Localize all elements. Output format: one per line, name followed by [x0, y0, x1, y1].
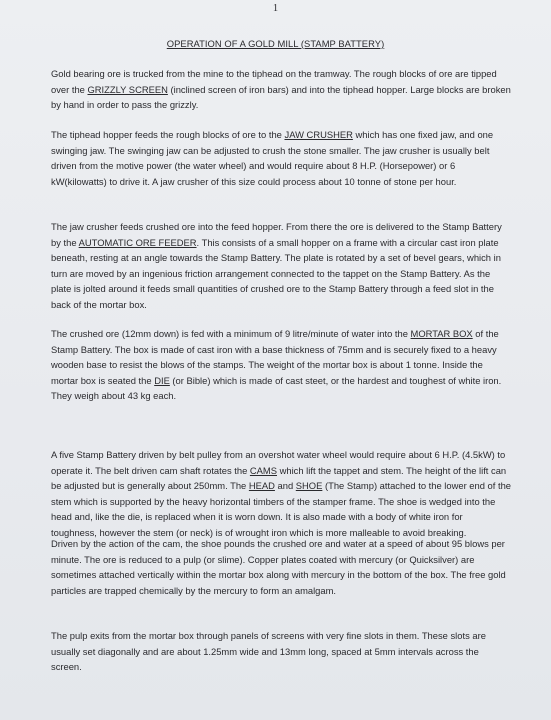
- underlined-term: GRIZZLY SCREEN: [87, 83, 168, 95]
- underlined-term: JAW CRUSHER: [284, 129, 353, 140]
- paragraph-text: The tiphead hopper feeds the rough blocks of ore to the: [51, 129, 285, 140]
- paragraph-text: The crushed ore (12mm down) is fed with a minimum of 9 litre/minute of water into the: [51, 328, 411, 339]
- underlined-term: SHOE: [295, 480, 323, 492]
- paragraph-text: Gold bearing ore is trucked from the mine to the tiphead on the tramway. The rough blocks of ore are tipped over the: [51, 68, 497, 95]
- paragraph-ore-feeder: [51, 219, 511, 313]
- paragraph-text: The jaw crusher feeds crushed ore into the feed hopper. From there the ore is delivered to the Stamp Battery by the: [51, 221, 502, 248]
- paragraph-cams: [51, 447, 511, 541]
- paragraph-jaw-crusher: [51, 127, 511, 189]
- paragraph-text: of the Stamp Battery. The box is made of cast iron with a base thickness of 75mm and is securely fixed to a heavy wooden base to resist the blows of the stamps. The weight of the mortar box is about 1 tonne. Inside the mortar box is seated the: [51, 328, 499, 386]
- paragraph-text: (The Stamp) attached to the lower end of the stem which is supported by the heavy horizontal timbers of the stamper frame. The shoe is wedged into the head and, like the die, is replaced when it is worn down. It is also made with a body of white iron for toughness, however the stem (or neck) is of wrought iron which is more malleable to avoid breaking.: [51, 480, 512, 538]
- paragraph-text: . This consists of a small hopper on a frame with a circular cast iron plate beneath, resting at an angle towards the Stamp Battery. The plate is rotated by a set of bevel gears, which in turn are moved by an ingenious friction arrangement connected to the tappet on the Stamp Battery. As the plate is jolted around it feeds small quantities of crushed ore to the Stamp Battery through a feed slot in the back of the mortar box.: [51, 236, 501, 310]
- paragraph-screens: [51, 628, 511, 675]
- underlined-term: HEAD: [248, 480, 275, 492]
- underlined-term: DIE: [154, 374, 170, 386]
- paragraph-text: which lift the tappet and stem. The height of the lift can be adjusted but is generally about 250mm. The: [51, 464, 507, 492]
- paragraph-text: (inclined screen of iron bars) and into the tiphead hopper. Large blocks are broken by hand in order to pass the grizzly.: [51, 83, 511, 111]
- paragraph-mortar-box: [51, 326, 511, 404]
- page-number: 1: [272, 3, 279, 14]
- paragraph-grizzly-screen: [51, 66, 511, 113]
- paragraph-text: Driven by the action of the cam, the shoe pounds the crushed ore and water at a speed of about 95 blows per minute. The ore is reduced to a pulp (or slime). Copper plates coated with mercury (or Quicksilver) are sometimes attached vertically within the mortar box along with mercury in the bottom of the box. The free gold particles are trapped chemically by the mercury to form an amalgam.: [51, 538, 506, 596]
- paragraph-text: (or Bible) which is made of cast steet, or the hardest and toughest of white iron. They weigh about 43 kg each.: [51, 374, 502, 402]
- document-title: OPERATION OF A GOLD MILL (STAMP BATTERY): [166, 38, 385, 49]
- paragraph-amalgam: [51, 536, 511, 598]
- paragraph-text: and: [274, 480, 296, 492]
- paragraph-text: The pulp exits from the mortar box through panels of screens with very fine slots in them. These slots are usually set diagonally and are about 1.25mm wide and 13mm long, spaced at 5mm intervals across the screen.: [51, 630, 486, 673]
- underlined-term: AUTOMATIC ORE FEEDER: [78, 236, 197, 248]
- underlined-term: MORTAR BOX: [410, 328, 473, 339]
- underlined-term: CAMS: [249, 464, 277, 476]
- paragraph-text: A five Stamp Battery driven by belt pulley from an overshot water wheel would require about 6 H.P. (4.5kW) to operate it. The belt driven cam shaft rotates the: [51, 449, 506, 476]
- paragraph-text: which has one fixed jaw, and one swinging jaw. The swinging jaw can be adjusted to crush the stone smaller. The jaw crusher is usually belt driven from the motive power (the water wheel) and would require about 8 H.P. (Horsepower) or 6 kW(kilowatts) to drive it. A jaw crusher of this size could process about 10 tonne of stone per hour.: [51, 129, 494, 187]
